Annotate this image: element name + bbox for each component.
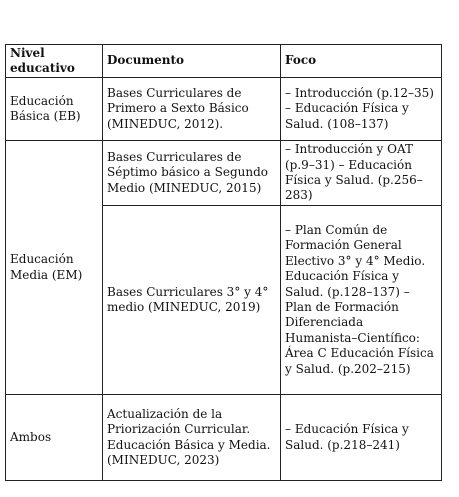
cell-foco: – Educación Física y Salud. (p.218–241) [281, 395, 442, 481]
table-row [6, 78, 442, 141]
curriculum-table [5, 44, 442, 481]
cell-foco: – Plan Común de Formación General Electivo 3° y 4° Medio. Educación Física y Salud. (p.128–137) – Plan de Formación Diferenciada Humanista–Científico: Área C Educación Física y Salud. (p.202–215) [281, 206, 442, 395]
cell-documento: Bases Curriculares de Séptimo básico a Segundo Medio (MINEDUC, 2015) [103, 141, 281, 206]
cell-nivel: Ambos [6, 395, 103, 481]
table-body [6, 78, 442, 481]
cell-documento: Bases Curriculares 3° y 4° medio (MINEDUC, 2019) [103, 206, 281, 395]
cell-documento: Actualización de la Priorización Curricular. Educación Básica y Media. (MINEDUC, 2023) [103, 395, 281, 481]
table-row [6, 395, 442, 481]
cell-nivel: Educación Básica (EB) [6, 78, 103, 141]
header-foco: Foco [281, 45, 442, 78]
cell-documento: Bases Curriculares de Primero a Sexto Básico (MINEDUC, 2012). [103, 78, 281, 141]
table-header [6, 45, 442, 78]
cell-foco: – Introducción (p.12–35) – Educación Física y Salud. (108–137) [281, 78, 442, 141]
table-row [6, 141, 442, 206]
header-documento: Documento [103, 45, 281, 78]
header-row [6, 45, 442, 78]
header-nivel-educativo: Nivel educativo [6, 45, 103, 78]
cell-nivel: Educación Media (EM) [6, 141, 103, 395]
cell-foco: – Introducción y OAT (p.9–31) – Educación Física y Salud. (p.256–283) [281, 141, 442, 206]
